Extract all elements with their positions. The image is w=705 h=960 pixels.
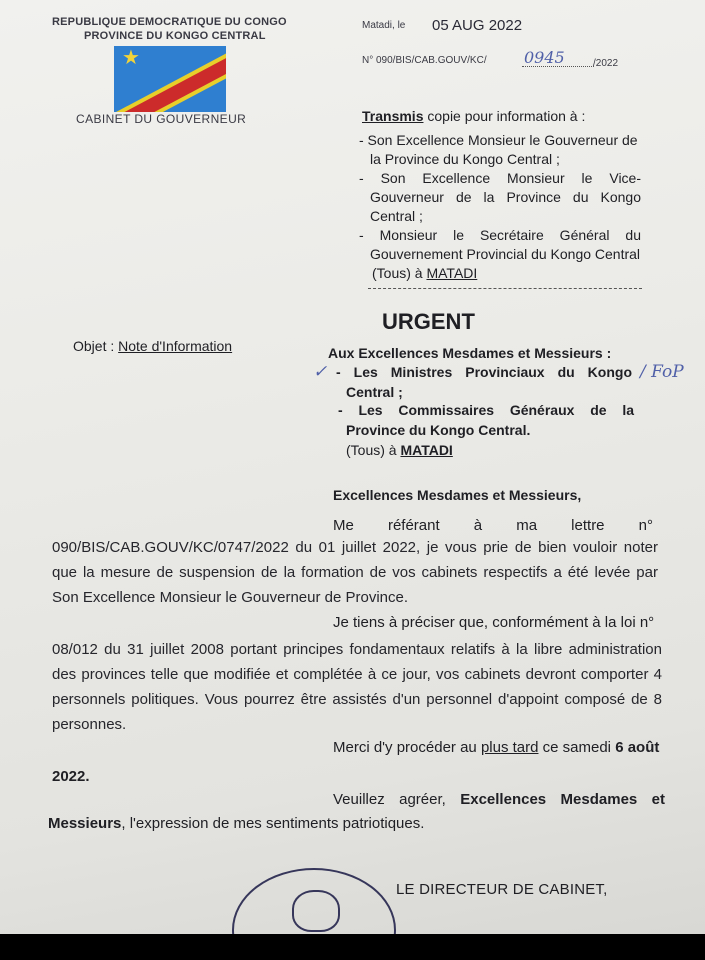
ref-prefix: N° 090/BIS/CAB.GOUV/KC/ (362, 55, 487, 66)
drc-flag-icon: ★ (114, 46, 226, 112)
stamp-emblem-icon (292, 890, 340, 932)
place-label: Matadi, le (362, 20, 406, 31)
cabinet-heading: CABINET DU GOUVERNEUR (76, 112, 247, 126)
transmis-line-5: Central ; (370, 208, 423, 224)
addressee-ministers-cont: Central ; (346, 384, 403, 400)
paragraph-4-first-line: Veuillez agréer, Excellences Mesdames et (333, 791, 665, 808)
urgent-heading: URGENT (382, 309, 475, 334)
transmis-line-7: Gouvernement Provincial du Kongo Central (370, 246, 641, 262)
date-stamp: 05 AUG 2022 (432, 17, 523, 34)
handwritten-note: / FoP (640, 362, 684, 382)
ref-number-handwritten: 0945 (524, 48, 565, 67)
transmis-line-3: - Son Excellence Monsieur le Vice- (359, 170, 641, 186)
addressee-ministers: - Les Ministres Provinciaux du Kongo (336, 364, 632, 380)
transmis-line-1: - Son Excellence Monsieur le Gouverneur de (359, 132, 638, 148)
republic-heading: REPUBLIQUE DEMOCRATIQUE DU CONGO (52, 16, 287, 28)
addressees-heading: Aux Excellences Mesdames et Messieurs : (328, 345, 612, 361)
province-heading: PROVINCE DU KONGO CENTRAL (84, 30, 266, 42)
transmis-line-4: Gouverneur de la Province du Kongo (370, 189, 641, 205)
ref-number-line (522, 66, 594, 67)
transmis-heading: Transmis copie pour information à : (362, 108, 586, 124)
paragraph-2-first-line: Je tiens à préciser que, conformément à la loi n° (333, 614, 655, 631)
paragraph-1-first-line: Me référant à ma lettre n° (333, 517, 653, 534)
addressee-commissioners-cont: Province du Kongo Central. (346, 422, 531, 438)
paragraph-3-year: 2022. (52, 768, 90, 785)
objet-line: Objet : Note d'Information (73, 338, 233, 354)
addressees-tous: (Tous) à MATADI (346, 442, 453, 458)
ref-suffix: /2022 (593, 58, 619, 69)
transmis-tous: (Tous) à MATADI (372, 265, 478, 281)
paragraph-2: 08/012 du 31 juillet 2008 portant principes fondamentaux relatifs à la libre administration des provinces telle que modifiée et complétée à ce jour, vos cabinets devront comporter 4 personnels politiques. Vous pourrez être assistés d'un personnel d'appoint composé de 8 personnes. (52, 641, 662, 733)
paragraph-4: Messieurs, l'expression de mes sentiments patriotiques. (48, 815, 425, 832)
check-mark-icon: ✓ (313, 362, 328, 382)
salutation: Excellences Mesdames et Messieurs, (333, 487, 582, 503)
signature-title: LE DIRECTEUR DE CABINET, (396, 881, 608, 898)
addressee-commissioners: - Les Commissaires Généraux de la (338, 402, 634, 418)
transmis-line-6: - Monsieur le Secrétaire Général du (359, 227, 641, 243)
paragraph-3: Merci d'y procéder au plus tard ce samedi 6 août (333, 739, 660, 756)
paragraph-1: 090/BIS/CAB.GOUV/KC/0747/2022 du 01 juillet 2022, je vous prie de bien vouloir noter que la mesure de suspension de la formation de vos cabinets respectifs a été levée par Son Excellence Monsieur le Gouverneur de Province. (52, 539, 658, 606)
separator-line (368, 288, 642, 289)
transmis-line-2: la Province du Kongo Central ; (370, 151, 560, 167)
